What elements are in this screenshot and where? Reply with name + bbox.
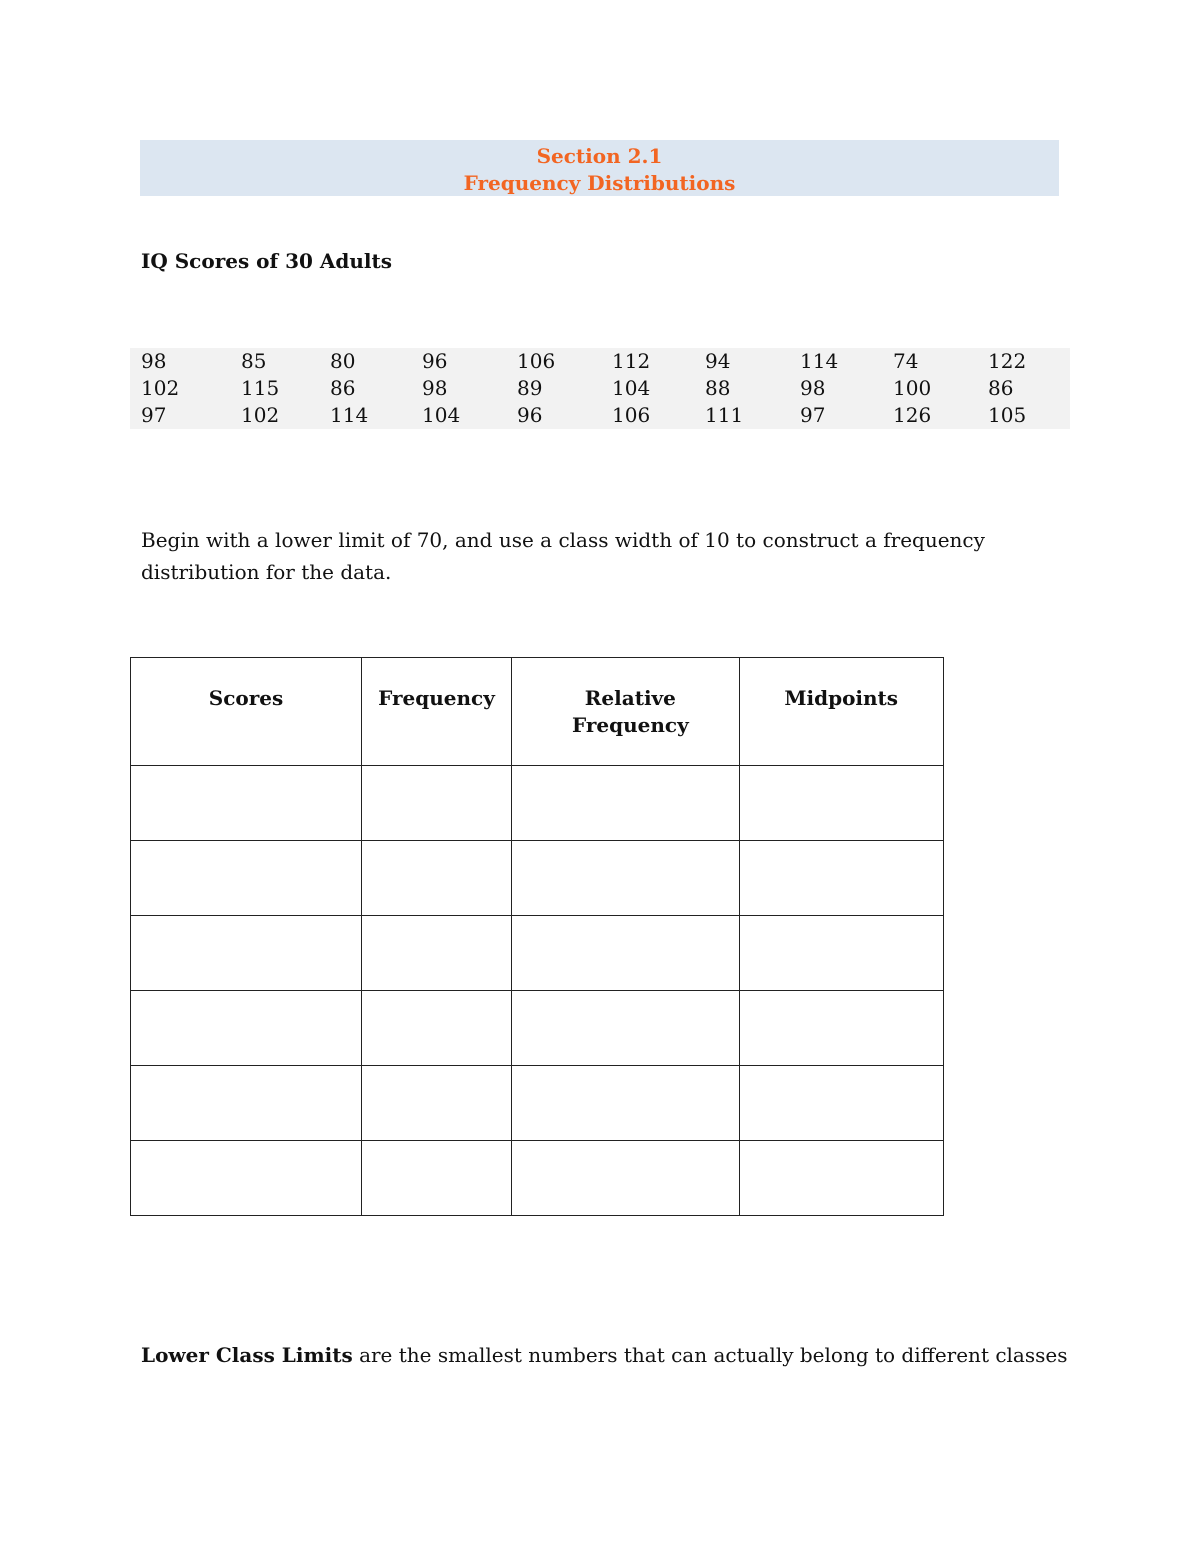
definition: [141, 1343, 1067, 1367]
data-value: 114: [800, 349, 839, 373]
table-row: [131, 766, 944, 841]
data-row: [130, 375, 1070, 402]
data-value: 115: [241, 376, 280, 400]
table-cell[interactable]: [131, 991, 362, 1066]
data-value: 80: [330, 349, 356, 373]
table-cell[interactable]: [362, 766, 512, 841]
data-value: 96: [517, 403, 543, 427]
dataset-values: [130, 348, 1070, 429]
data-value: 104: [422, 403, 461, 427]
data-value: 98: [422, 376, 448, 400]
data-value: 100: [893, 376, 932, 400]
header-frequency: Frequency: [362, 658, 512, 766]
table-cell[interactable]: [362, 991, 512, 1066]
table-cell[interactable]: [131, 841, 362, 916]
table-cell[interactable]: [362, 1141, 512, 1216]
dataset-title: IQ Scores of 30 Adults: [141, 249, 393, 273]
data-value: 98: [141, 349, 167, 373]
instruction-text: Begin with a lower limit of 70, and use a class width of 10 to construct a frequency distribution for the data.: [141, 528, 985, 584]
header-relative-frequency: Relative Frequency: [512, 658, 740, 766]
data-value: 104: [612, 376, 651, 400]
table-cell[interactable]: [512, 1141, 740, 1216]
definition-term: Lower Class Limits: [141, 1343, 353, 1367]
table-cell[interactable]: [739, 1066, 943, 1141]
table-header-row: [131, 658, 944, 766]
section-header: [140, 140, 1059, 196]
frequency-table: [130, 657, 944, 1216]
section-number: Section 2.1: [536, 144, 663, 168]
data-row: [130, 402, 1070, 429]
table-cell[interactable]: [739, 766, 943, 841]
data-value: 88: [705, 376, 731, 400]
data-value: 111: [705, 403, 744, 427]
data-value: 106: [612, 403, 651, 427]
data-value: 102: [241, 403, 280, 427]
table-cell[interactable]: [362, 1066, 512, 1141]
data-value: 74: [893, 349, 919, 373]
table-cell[interactable]: [739, 1141, 943, 1216]
header-scores: Scores: [131, 658, 362, 766]
data-value: 102: [141, 376, 180, 400]
table-row: [131, 916, 944, 991]
section-title: Frequency Distributions: [463, 171, 736, 195]
table-cell[interactable]: [131, 1066, 362, 1141]
data-value: 86: [330, 376, 356, 400]
data-value: 122: [988, 349, 1027, 373]
table-cell[interactable]: [512, 841, 740, 916]
header-midpoints: Midpoints: [739, 658, 943, 766]
table-row: [131, 841, 944, 916]
data-value: 96: [422, 349, 448, 373]
table-cell[interactable]: [739, 916, 943, 991]
data-row: [130, 348, 1070, 375]
table-cell[interactable]: [512, 916, 740, 991]
data-value: 94: [705, 349, 731, 373]
data-value: 97: [800, 403, 826, 427]
table-cell[interactable]: [131, 766, 362, 841]
data-value: 85: [241, 349, 267, 373]
data-value: 114: [330, 403, 369, 427]
table-cell[interactable]: [131, 916, 362, 991]
definition-text: are the smallest numbers that can actually belong to different classes: [352, 1343, 1068, 1367]
data-value: 98: [800, 376, 826, 400]
table-row: [131, 991, 944, 1066]
data-value: 112: [612, 349, 651, 373]
table-cell[interactable]: [512, 991, 740, 1066]
data-value: 97: [141, 403, 167, 427]
table-row: [131, 1066, 944, 1141]
data-value: 126: [893, 403, 932, 427]
table-cell[interactable]: [362, 916, 512, 991]
table-row: [131, 1141, 944, 1216]
data-value: 106: [517, 349, 556, 373]
table-cell[interactable]: [512, 766, 740, 841]
table-cell[interactable]: [739, 991, 943, 1066]
table-cell[interactable]: [739, 841, 943, 916]
data-value: 105: [988, 403, 1027, 427]
data-value: 86: [988, 376, 1014, 400]
table-cell[interactable]: [362, 841, 512, 916]
data-value: 89: [517, 376, 543, 400]
table-cell[interactable]: [131, 1141, 362, 1216]
table-cell[interactable]: [512, 1066, 740, 1141]
